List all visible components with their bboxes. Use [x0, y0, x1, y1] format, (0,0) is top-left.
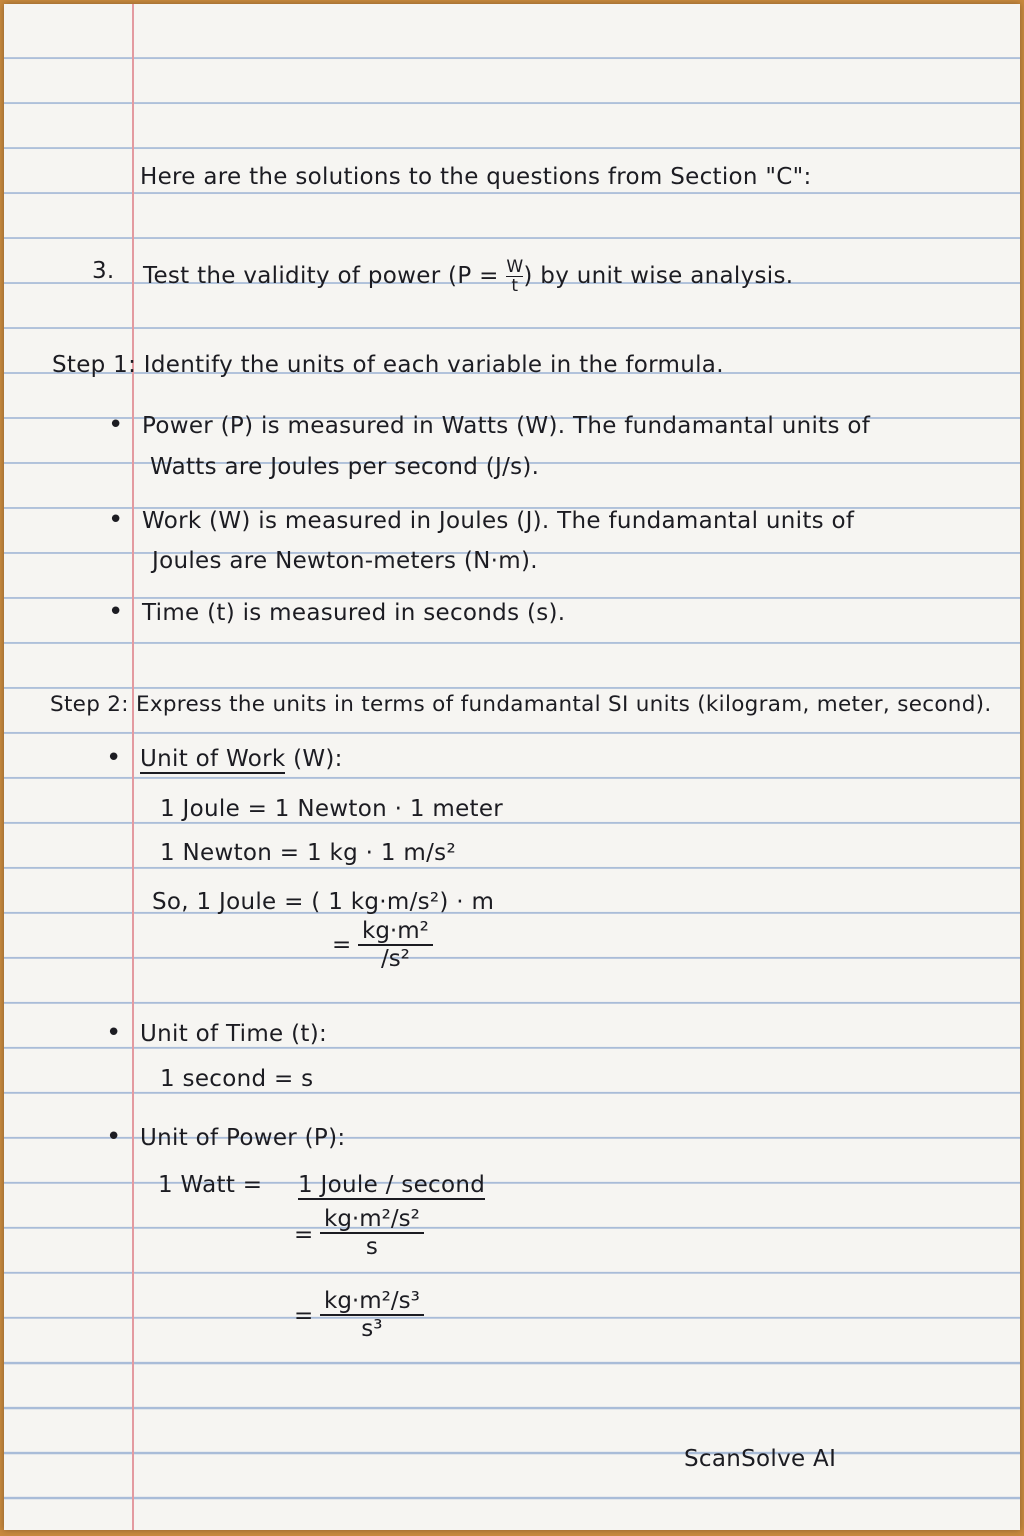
- equals-sign: =: [294, 1303, 314, 1329]
- power-fraction-1: [320, 1206, 424, 1260]
- joule-per-second: 1 Joule / second: [298, 1172, 486, 1198]
- time-heading: Unit of Time (t):: [140, 1021, 328, 1047]
- power-heading: Unit of Power (P):: [140, 1125, 346, 1151]
- step1-title: Step 1: Identify the units of each variable in the formula.: [52, 352, 724, 378]
- power-line-right: [298, 1172, 485, 1198]
- fraction-numerator: kg·m²: [358, 918, 433, 946]
- work-line-3: So, 1 Joule = ( 1 kg·m/s²) · m: [152, 889, 495, 915]
- footer-signature: ScanSolve AI: [684, 1446, 837, 1472]
- work-line-1: 1 Joule = 1 Newton · 1 meter: [160, 796, 504, 822]
- work-heading-label: Unit of Work: [140, 746, 286, 772]
- question-post: ) by unit wise analysis.: [523, 263, 794, 289]
- question-text: [143, 258, 793, 295]
- fraction-denominator: /s²: [380, 946, 410, 972]
- bullet-icon: •: [106, 1018, 122, 1048]
- question-number: 3.: [92, 258, 115, 284]
- equals-sign: =: [332, 932, 352, 958]
- step1-bullet-power-cont: Watts are Joules per second (J/s).: [150, 454, 540, 480]
- step2-title: Step 2: Express the units in terms of fundamantal SI units (kilogram, meter, second).: [50, 692, 992, 717]
- step1-bullet-power: Power (P) is measured in Watts (W). The fundamantal units of: [142, 413, 871, 439]
- power-fraction-2: [320, 1288, 424, 1342]
- question-pre: Test the validity of power (P =: [143, 263, 499, 289]
- joule-fraction: [358, 918, 433, 972]
- power-line-left: 1 Watt =: [158, 1172, 263, 1198]
- bullet-icon: •: [108, 505, 124, 535]
- fraction-denominator: t: [511, 276, 519, 296]
- fraction-denominator: s³: [361, 1316, 383, 1342]
- bullet-icon: •: [108, 410, 124, 440]
- fraction-denominator: s: [365, 1234, 378, 1260]
- bullet-icon: •: [106, 743, 122, 773]
- margin-line: [132, 4, 134, 1530]
- bullet-icon: •: [108, 597, 124, 627]
- work-heading-suffix: (W):: [293, 746, 343, 772]
- fraction-numerator: W: [506, 257, 524, 277]
- time-line-1: 1 second = s: [160, 1066, 314, 1092]
- work-heading: [140, 746, 343, 772]
- equals-sign: =: [294, 1222, 314, 1248]
- step1-bullet-work-cont: Joules are Newton-meters (N·m).: [152, 548, 538, 574]
- step1-bullet-work: Work (W) is measured in Joules (J). The fundamantal units of: [142, 508, 855, 534]
- fraction-numerator: kg·m²/s²: [320, 1206, 424, 1234]
- bullet-icon: •: [106, 1122, 122, 1152]
- step1-bullet-time: Time (t) is measured in seconds (s).: [142, 600, 566, 626]
- work-line-2: 1 Newton = 1 kg · 1 m/s²: [160, 840, 456, 866]
- intro-text: Here are the solutions to the questions from Section "C":: [140, 164, 812, 190]
- fraction-numerator: kg·m²/s³: [320, 1288, 424, 1316]
- power-formula-fraction: [506, 258, 523, 295]
